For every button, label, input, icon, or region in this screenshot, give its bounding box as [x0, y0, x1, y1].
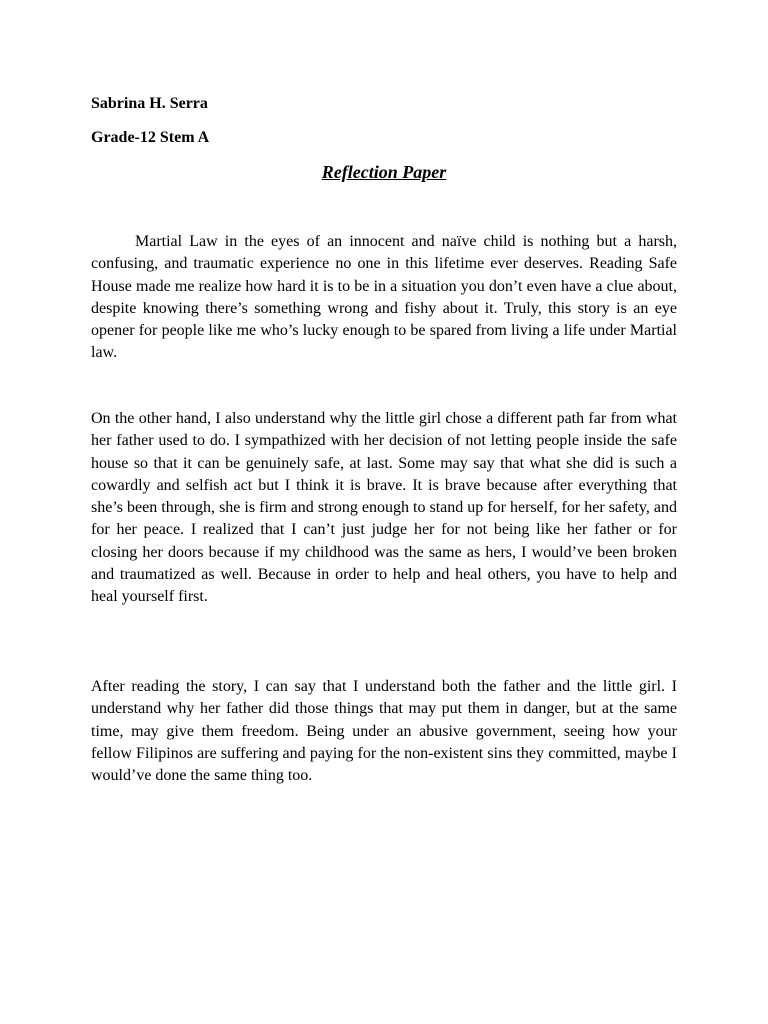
grade-section: Grade-12 Stem A [91, 129, 210, 146]
author-name: Sabrina H. Serra [91, 95, 208, 112]
document-title: Reflection Paper [321, 162, 447, 182]
paragraph-1: Martial Law in the eyes of an innocent and naïve child is nothing but a harsh, confusing, and traumatic experience no one in this lifetime ever deserves. Reading Safe House made me realize how hard it is to be in a situation you don’t even have a clue about, despite knowing there’s something wrong and fishy about it. Truly, this story is an eye opener for people like me who’s lucky enough to be spared from living a life under Martial law. [91, 233, 677, 362]
paragraph-2: On the other hand, I also understand why the little girl chose a different path far from what her father used to do. I sympathized with her decision of not letting people inside the safe house so that it can be genuinely safe, at last. Some may say that what she did is such a cowardly and selfish act but I think it is brave. It is brave because after everything that she’s been through, she is firm and strong enough to stand up for herself, for her safety, and for her peace. I realized that I can’t just judge her for not being like her father or for closing her doors because if my childhood was the same as hers, I would’ve been broken and traumatized as well. Because in order to help and heal others, you have to help and heal yourself first. [91, 410, 677, 606]
paragraph-3: After reading the story, I can say that I understand both the father and the little girl. I understand why her father did those things that may put them in danger, but at the same time, may give them freedom. Being under an abusive government, seeing how your fellow Filipinos are suffering and paying for the non-existent sins they committed, maybe I would’ve done the same thing too. [91, 678, 677, 785]
